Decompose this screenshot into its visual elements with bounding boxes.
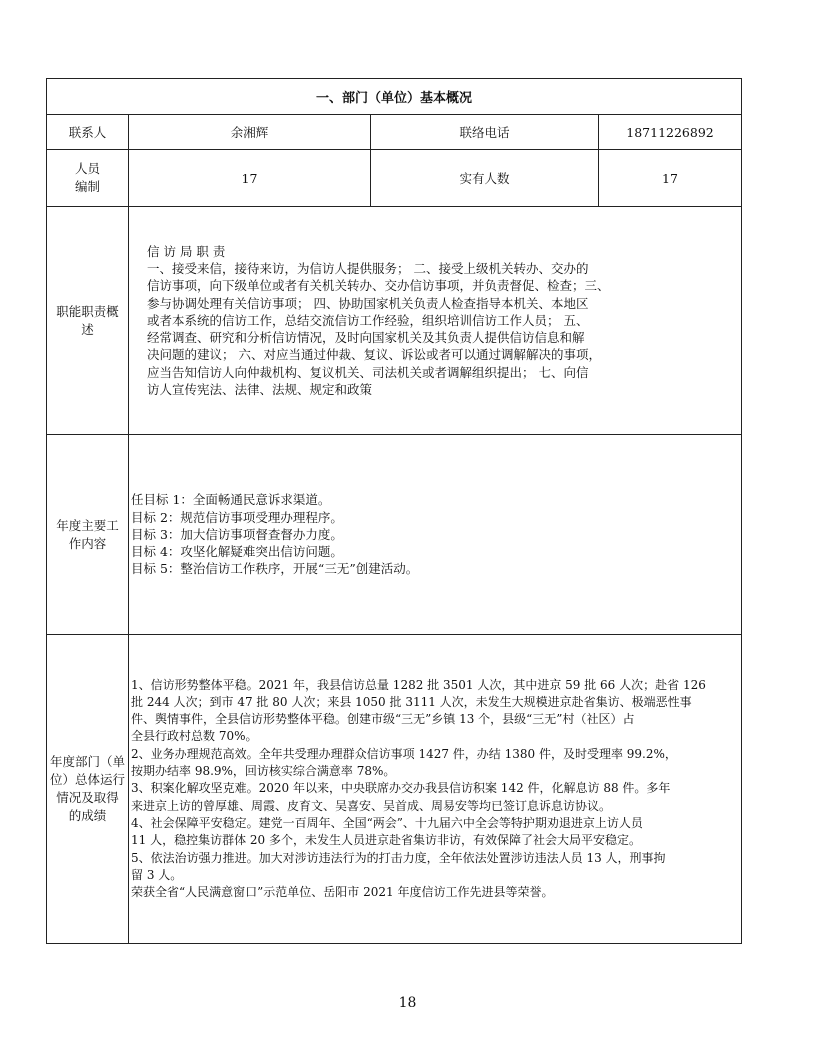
staff-value: 17 bbox=[129, 150, 371, 207]
duties-label: 职能职责概 述 bbox=[47, 207, 129, 435]
performance-text: 1、信访形势整体平稳。2021 年，我县信访总量 1282 批 3501 人次，其中进京 59 批 66 人次；赴省 126 批 244 人次；到市 47 批 80 人次；来县 1050 批 3111 人次，未发生大规模进京赴省集访、极端恶性事 件、舆情事件，全县信访形势整体平稳。创建市级“三无”乡镇 13 个，县级“三无”村（社区）占 全县行政村总数 70%。 2、业务办理规范高效。全年共受理办理群众信访事项 1427 件，办结 1380 件，及时受理率 99.2%， 按期办结率 98.9%，回访核实综合满意率 78%。 3、积案化解攻坚克难。2020 年以来，中央联席办交办我县信访积案 142 件，化解息访 88 件。多年 来进京上访的曾厚雄、周霞、皮育文、吴喜安、吴首成、周易安等均已签订息诉息访协议。 4、社会保障平安稳定。建党一百周年、全国“两会”、十九届六中全会等特护期劝退进京上访人员 11 人，稳控集访群体 20 多个，未发生人员进京赴省集访非访，有效保障了社会大局平安稳定。 5、依法治访强力推进。加大对涉访违法行为的打击力度，全年依法处置涉访违法人员 13 人，刑事拘 留 3 人。 荣获全省“人民满意窗口”示范单位、岳阳市 2021 年度信访工作先进县等荣誉。 bbox=[129, 635, 742, 944]
basic-info-table bbox=[46, 78, 742, 944]
actual-label: 实有人数 bbox=[371, 150, 599, 207]
actual-value: 17 bbox=[599, 150, 742, 207]
phone-label: 联络电话 bbox=[371, 115, 599, 150]
performance-label: 年度部门（单 位）总体运行 情况及取得 的成绩 bbox=[47, 635, 129, 944]
annual-label: 年度主要工 作内容 bbox=[47, 435, 129, 635]
duties-text: 信 访 局 职 责 一、接受来信，接待来访，为信访人提供服务； 二、接受上级机关转办、交办的 信访事项，向下级单位或者有关机关转办、交办信访事项，并负责督促、检查；三、 参与协调处理有关信访事项； 四、协助国家机关负责人检查指导本机关、本地区 或者本系统的信访工作，总结交流信访工作经验，组织培训信访工作人员； 五、 经常调查、研究和分析信访情况，及时向国家机关及其负责人提供信访信息和解 决问题的建议； 六、对应当通过仲裁、复议、诉讼或者可以通过调解解决的事项， 应当告知信访人向仲裁机构、复议机关、司法机关或者调解组织提出； 七、向信 访人宣传宪法、法律、法规、规定和政策 bbox=[129, 207, 742, 435]
contact-label: 联系人 bbox=[47, 115, 129, 150]
annual-text: 任目标 1：全面畅通民意诉求渠道。 目标 2：规范信访事项受理办理程序。 目标 3：加大信访事项督查督办力度。 目标 4：攻坚化解疑难突出信访问题。 目标 5：整治信访工作秩序，开展“三无”创建活动。 bbox=[129, 435, 742, 635]
phone-value: 18711226892 bbox=[599, 115, 742, 150]
staff-label: 人员 编制 bbox=[47, 150, 129, 207]
contact-value: 余湘辉 bbox=[129, 115, 371, 150]
section-title: 一、部门（单位）基本概况 bbox=[47, 79, 742, 115]
page-number: 18 bbox=[398, 995, 417, 1011]
